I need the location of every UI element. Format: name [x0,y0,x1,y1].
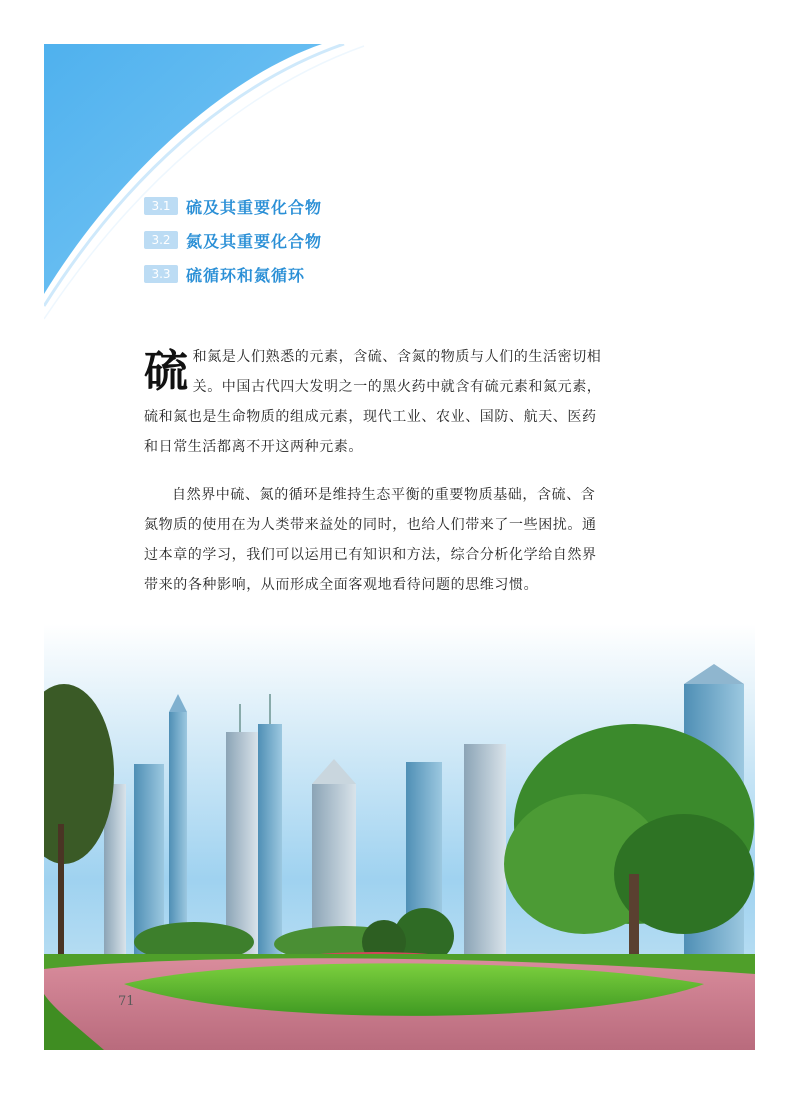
toc-number: 3.2 [144,231,178,249]
toc-item-3-1[interactable] [144,189,322,223]
city-park-photo [44,624,755,1050]
intro-text: 和氮是人们熟悉的元素，含硫、含氮的物质与人们的生活密切相关。中国古代四大发明之一的黑火药中就含有硫元素和氮元素，硫和氮也是生命物质的组成元素，现代工业、农业、国防、航天、医药和日常生活都离不开这两种元素。 [144,349,602,455]
drop-cap: 硫 [144,346,189,397]
body-paragraph: 自然界中硫、氮的循环是维持生态平衡的重要物质基础，含硫、含氮物质的使用在为人类带来益处的同时，也给人们带来了一些困扰。通过本章的学习，我们可以运用已有知识和方法，综合分析化学给自然界带来的各种影响，从而形成全面客观地看待问题的思维习惯。 [144,487,597,593]
toc-item-3-2[interactable] [144,223,322,257]
toc-title: 硫及其重要化合物 [186,197,323,217]
toc-title: 氮及其重要化合物 [186,231,323,251]
toc-title: 硫循环和氮循环 [186,265,306,285]
chapter-toc [144,189,322,291]
toc-number: 3.1 [144,197,178,215]
textbook-page [44,44,755,1050]
toc-number: 3.3 [144,265,178,283]
page-number: 71 [118,994,135,1009]
intro-paragraph [144,342,604,462]
toc-item-3-3[interactable] [144,257,322,291]
